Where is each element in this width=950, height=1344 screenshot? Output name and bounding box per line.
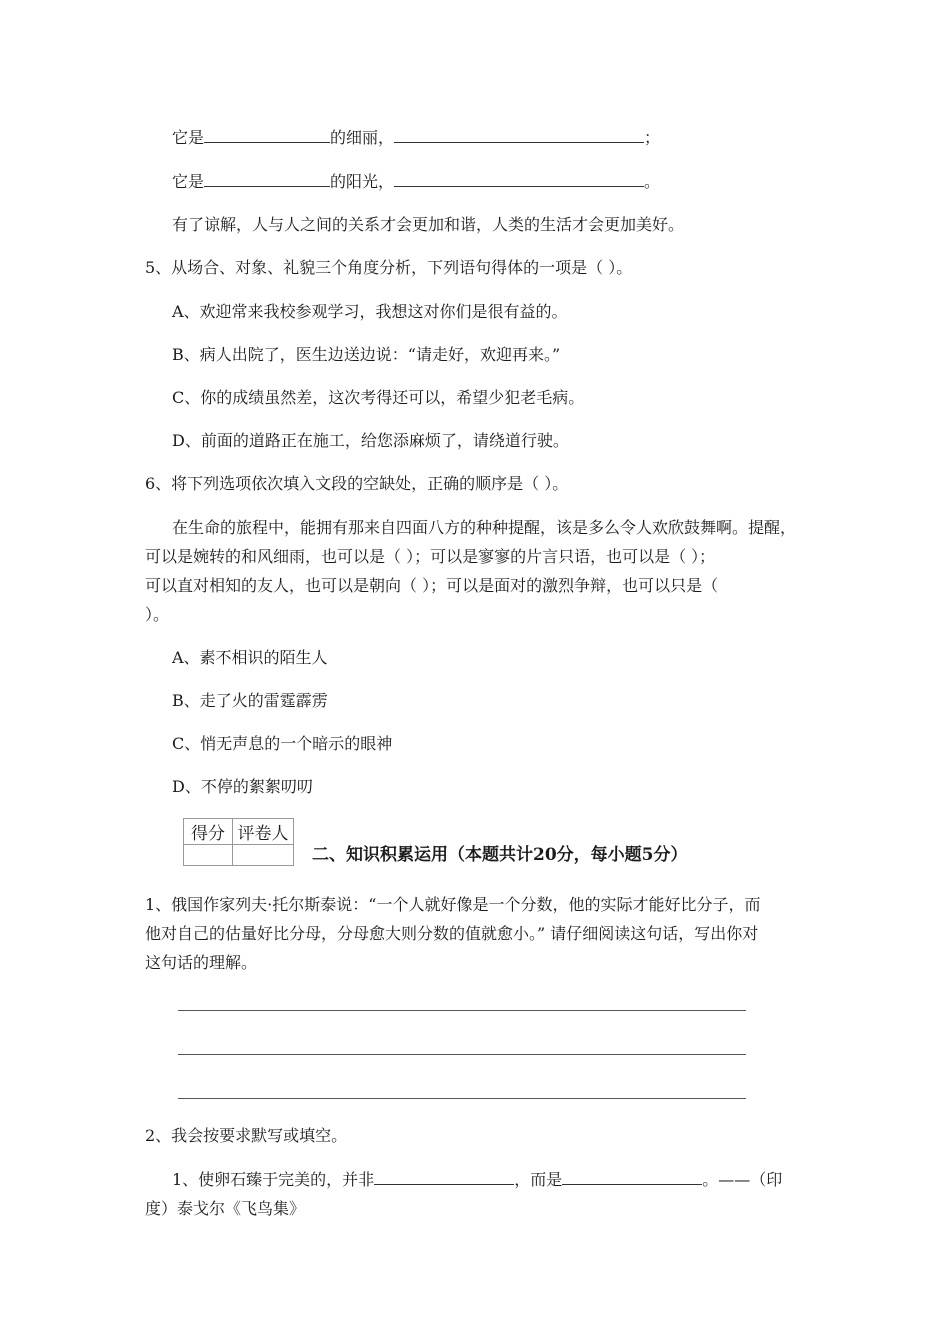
score-header: 得分 [184,819,233,845]
q6-passage-line-2: 可以是婉转的和风细雨，也可以是（ ）；可以是寥寥的片言只语，也可以是（ ）； [145,547,716,566]
q6-option-a[interactable]: A、素不相识的陌生人 [172,648,328,667]
score-box [183,818,294,866]
section-2-title: 二、知识积累运用（本题共计20分，每小题5分） [312,845,688,865]
s2q2-sub1-start: 1、使卵石臻于完美的，并非 [172,1170,375,1189]
q5-stem: 5、从场合、对象、礼貌三个角度分析，下列语句得体的一项是（ ）。 [145,258,633,277]
fill-blank[interactable] [204,128,330,143]
q5-option-a[interactable]: A、欢迎常来我校参观学习，我想这对你们是很有益的。 [172,302,568,321]
intro-line-1 [172,128,660,148]
s2q2-sub1-line-2: 度）泰戈尔《飞鸟集》 [145,1199,306,1218]
q6-option-c[interactable]: C、悄无声息的一个暗示的眼神 [172,734,393,753]
q6-passage-line-4: ）。 [145,605,170,624]
q5-option-b[interactable]: B、病人出院了，医生边送边说：“请走好，欢迎再来。” [172,345,561,364]
intro-line-2-start: 它是 [172,172,205,191]
fill-blank[interactable] [204,172,330,187]
intro-line-1-start: 它是 [172,128,205,147]
intro-line-1-middle: 的细丽， [330,128,395,147]
q6-option-b[interactable]: B、走了火的雷霆霹雳 [172,691,328,710]
s2q1-line-1: 1、俄国作家列夫·托尔斯泰说：“一个人就好像是一个分数，他的实际才能好比分子，而 [145,895,761,914]
q5-option-c[interactable]: C、你的成绩虽然差，这次考得还可以，希望少犯老毛病。 [172,388,585,407]
grader-cell[interactable] [233,845,294,866]
intro-line-2-end: 。 [644,172,661,191]
answer-line[interactable] [178,1010,746,1011]
s2q2-sub1-end: 。——（印 [702,1170,783,1189]
intro-line-1-end: ； [644,128,661,147]
intro-line-3: 有了谅解，人与人之间的关系才会更加和谐，人类的生活才会更加美好。 [172,215,685,234]
q6-passage-line-1: 在生命的旅程中，能拥有那来自四面八方的种种提醒，该是多么令人欢欣鼓舞啊。提醒， [172,518,797,537]
q6-stem: 6、将下列选项依次填入文段的空缺处，正确的顺序是（ ）。 [145,474,569,493]
fill-blank[interactable] [394,128,644,143]
score-cell[interactable] [184,845,233,866]
q6-option-d[interactable]: D、不停的絮絮叨叨 [172,777,313,796]
s2q2-sub1-middle: ，而是 [514,1170,563,1189]
fill-blank[interactable] [374,1170,514,1185]
intro-line-2-middle: 的阳光， [330,172,395,191]
answer-line[interactable] [178,1054,746,1055]
s2q2-stem: 2、我会按要求默写或填空。 [145,1126,348,1145]
s2q1-line-2: 他对自己的估量好比分母，分母愈大则分数的值就愈小。” 请仔细阅读这句话，写出你对 [145,924,759,943]
intro-line-2 [172,172,660,192]
s2q2-sub1-line-1 [172,1170,782,1190]
s2q1-line-3: 这句话的理解。 [145,953,258,972]
q5-option-d[interactable]: D、前面的道路正在施工，给您添麻烦了，请绕道行驶。 [172,431,569,450]
grader-header: 评卷人 [233,819,294,845]
q6-passage-line-3: 可以直对相知的友人，也可以是朝向（ ）；可以是面对的激烈争辩，也可以只是（ [145,576,719,595]
answer-line[interactable] [178,1098,746,1099]
fill-blank[interactable] [562,1170,702,1185]
fill-blank[interactable] [394,172,644,187]
